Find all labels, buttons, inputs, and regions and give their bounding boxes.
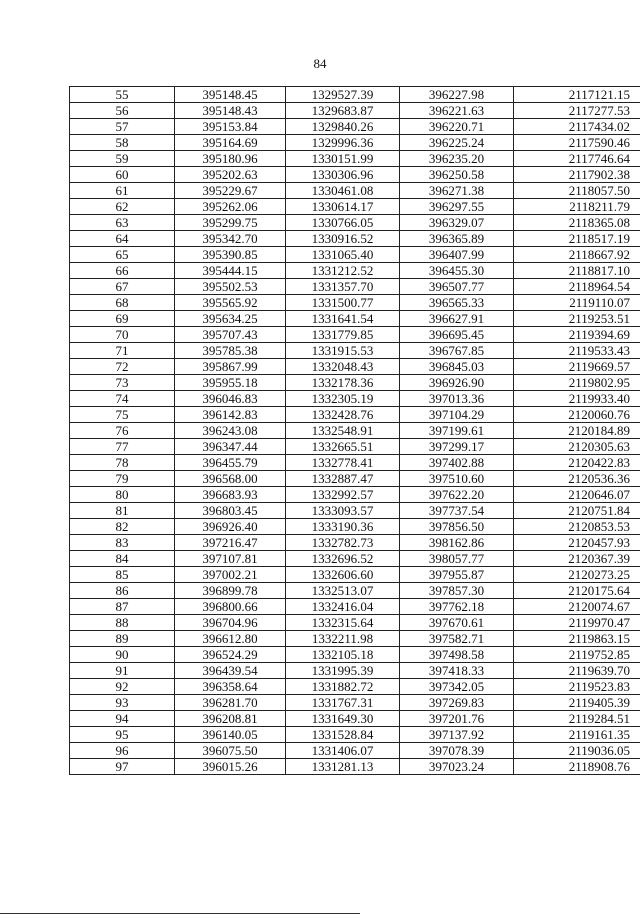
cell-y1-coordinate: 1332416.04 [286,599,400,615]
cell-y1-coordinate: 1330614.17 [286,199,400,215]
table-row [70,327,640,343]
cell-x1-coordinate: 396568.00 [175,471,286,487]
cell-y2-coordinate: 2119284.51 [514,711,640,727]
cell-y2-coordinate: 2120853.53 [514,519,640,535]
cell-x1-coordinate: 396612.80 [175,631,286,647]
cell-point-number: 68 [70,295,175,311]
cell-x2-coordinate: 397137.92 [400,727,514,743]
cell-y2-coordinate: 2120273.25 [514,567,640,583]
table-row [70,359,640,375]
cell-y2-coordinate: 2118211.79 [514,199,640,215]
cell-y1-coordinate: 1332178.36 [286,375,400,391]
cell-point-number: 71 [70,343,175,359]
cell-y2-coordinate: 2119036.05 [514,743,640,759]
cell-x2-coordinate: 397269.83 [400,695,514,711]
cell-y2-coordinate: 2119863.15 [514,631,640,647]
cell-x2-coordinate: 396695.45 [400,327,514,343]
cell-x2-coordinate: 397418.33 [400,663,514,679]
cell-y1-coordinate: 1331281.13 [286,759,400,775]
cell-y2-coordinate: 2119523.83 [514,679,640,695]
cell-y2-coordinate: 2119533.43 [514,343,640,359]
table-row [70,87,640,103]
table-row [70,535,640,551]
cell-y2-coordinate: 2118365.08 [514,215,640,231]
page-number: 84 [313,56,327,71]
cell-x2-coordinate: 397955.87 [400,567,514,583]
cell-y1-coordinate: 1331779.85 [286,327,400,343]
cell-x2-coordinate: 398057.77 [400,551,514,567]
cell-x2-coordinate: 396455.30 [400,263,514,279]
cell-x1-coordinate: 396899.78 [175,583,286,599]
cell-point-number: 66 [70,263,175,279]
table-row [70,551,640,567]
cell-x2-coordinate: 396329.07 [400,215,514,231]
cell-x2-coordinate: 398162.86 [400,535,514,551]
table-row [70,295,640,311]
table-row [70,727,640,743]
cell-point-number: 80 [70,487,175,503]
cell-point-number: 73 [70,375,175,391]
cell-y1-coordinate: 1332696.52 [286,551,400,567]
table-row [70,679,640,695]
cell-x2-coordinate: 396227.98 [400,87,514,103]
cell-x1-coordinate: 395565.92 [175,295,286,311]
cell-point-number: 77 [70,439,175,455]
cell-point-number: 96 [70,743,175,759]
cell-x1-coordinate: 395153.84 [175,119,286,135]
cell-point-number: 78 [70,455,175,471]
cell-y1-coordinate: 1331915.53 [286,343,400,359]
table-row [70,567,640,583]
cell-y2-coordinate: 2120457.93 [514,535,640,551]
cell-y2-coordinate: 2118908.76 [514,759,640,775]
cell-x2-coordinate: 396225.24 [400,135,514,151]
cell-x1-coordinate: 396046.83 [175,391,286,407]
cell-x2-coordinate: 396235.20 [400,151,514,167]
cell-y1-coordinate: 1331767.31 [286,695,400,711]
cell-y2-coordinate: 2117434.02 [514,119,640,135]
table-row [70,711,640,727]
cell-y1-coordinate: 1331882.72 [286,679,400,695]
cell-x1-coordinate: 396704.96 [175,615,286,631]
cell-x2-coordinate: 397498.58 [400,647,514,663]
table-row [70,375,640,391]
table-row [70,391,640,407]
cell-point-number: 72 [70,359,175,375]
cell-point-number: 75 [70,407,175,423]
cell-x2-coordinate: 396407.99 [400,247,514,263]
cell-x2-coordinate: 397857.30 [400,583,514,599]
cell-x1-coordinate: 395202.63 [175,167,286,183]
cell-x2-coordinate: 396297.55 [400,199,514,215]
cell-point-number: 69 [70,311,175,327]
cell-x1-coordinate: 396015.26 [175,759,286,775]
cell-point-number: 61 [70,183,175,199]
cell-y1-coordinate: 1333190.36 [286,519,400,535]
cell-y2-coordinate: 2119161.35 [514,727,640,743]
cell-y1-coordinate: 1331649.30 [286,711,400,727]
cell-x2-coordinate: 396271.38 [400,183,514,199]
table-row [70,247,640,263]
cell-x1-coordinate: 396142.83 [175,407,286,423]
cell-y2-coordinate: 2119933.40 [514,391,640,407]
cell-x2-coordinate: 397023.24 [400,759,514,775]
cell-x2-coordinate: 396627.91 [400,311,514,327]
cell-x1-coordinate: 395634.25 [175,311,286,327]
cell-point-number: 58 [70,135,175,151]
cell-x1-coordinate: 397002.21 [175,567,286,583]
cell-point-number: 92 [70,679,175,695]
cell-y1-coordinate: 1329527.39 [286,87,400,103]
cell-x1-coordinate: 395180.96 [175,151,286,167]
cell-y2-coordinate: 2120074.67 [514,599,640,615]
cell-x1-coordinate: 396075.50 [175,743,286,759]
cell-y2-coordinate: 2117277.53 [514,103,640,119]
cell-x2-coordinate: 397199.61 [400,423,514,439]
cell-point-number: 81 [70,503,175,519]
cell-point-number: 56 [70,103,175,119]
cell-y1-coordinate: 1332665.51 [286,439,400,455]
cell-y1-coordinate: 1333093.57 [286,503,400,519]
cell-y2-coordinate: 2120367.39 [514,551,640,567]
cell-point-number: 63 [70,215,175,231]
cell-y1-coordinate: 1330151.99 [286,151,400,167]
cell-y1-coordinate: 1332782.73 [286,535,400,551]
cell-y1-coordinate: 1332048.43 [286,359,400,375]
cell-x1-coordinate: 395148.45 [175,87,286,103]
cell-y2-coordinate: 2118964.54 [514,279,640,295]
cell-y2-coordinate: 2119394.69 [514,327,640,343]
cell-x2-coordinate: 397342.05 [400,679,514,695]
cell-x2-coordinate: 397510.60 [400,471,514,487]
cell-x2-coordinate: 397104.29 [400,407,514,423]
cell-x2-coordinate: 397762.18 [400,599,514,615]
cell-x2-coordinate: 396220.71 [400,119,514,135]
cell-x2-coordinate: 396767.85 [400,343,514,359]
cell-y1-coordinate: 1332105.18 [286,647,400,663]
cell-x1-coordinate: 395867.99 [175,359,286,375]
cell-y2-coordinate: 2119669.57 [514,359,640,375]
cell-y2-coordinate: 2118057.50 [514,183,640,199]
cell-y1-coordinate: 1329683.87 [286,103,400,119]
cell-point-number: 55 [70,87,175,103]
cell-y1-coordinate: 1331212.52 [286,263,400,279]
cell-x1-coordinate: 396358.64 [175,679,286,695]
cell-y1-coordinate: 1331995.39 [286,663,400,679]
cell-x1-coordinate: 397107.81 [175,551,286,567]
cell-y2-coordinate: 2118817.10 [514,263,640,279]
cell-x2-coordinate: 397402.88 [400,455,514,471]
cell-x1-coordinate: 396281.70 [175,695,286,711]
cell-point-number: 90 [70,647,175,663]
cell-point-number: 57 [70,119,175,135]
cell-point-number: 86 [70,583,175,599]
cell-point-number: 97 [70,759,175,775]
table-row [70,519,640,535]
table-row [70,119,640,135]
cell-point-number: 64 [70,231,175,247]
cell-y2-coordinate: 2120646.07 [514,487,640,503]
cell-point-number: 84 [70,551,175,567]
cell-x1-coordinate: 396455.79 [175,455,286,471]
cell-point-number: 94 [70,711,175,727]
cell-y2-coordinate: 2117746.64 [514,151,640,167]
cell-y2-coordinate: 2118667.92 [514,247,640,263]
cell-point-number: 79 [70,471,175,487]
table-row [70,583,640,599]
cell-y1-coordinate: 1332548.91 [286,423,400,439]
table-row [70,183,640,199]
cell-y2-coordinate: 2117121.15 [514,87,640,103]
cell-y1-coordinate: 1332315.64 [286,615,400,631]
cell-y2-coordinate: 2120175.64 [514,583,640,599]
cell-x1-coordinate: 396683.93 [175,487,286,503]
table-row [70,695,640,711]
cell-x1-coordinate: 396140.05 [175,727,286,743]
cell-x1-coordinate: 395502.53 [175,279,286,295]
cell-x2-coordinate: 397670.61 [400,615,514,631]
cell-y2-coordinate: 2119970.47 [514,615,640,631]
coordinates-table [69,86,640,775]
table-row [70,503,640,519]
cell-x1-coordinate: 395955.18 [175,375,286,391]
table-row [70,647,640,663]
cell-y2-coordinate: 2117902.38 [514,167,640,183]
cell-point-number: 89 [70,631,175,647]
table-row [70,407,640,423]
cell-y2-coordinate: 2120536.36 [514,471,640,487]
cell-y2-coordinate: 2120422.83 [514,455,640,471]
cell-x1-coordinate: 395444.15 [175,263,286,279]
cell-point-number: 88 [70,615,175,631]
cell-y1-coordinate: 1330461.08 [286,183,400,199]
cell-x2-coordinate: 396845.03 [400,359,514,375]
cell-x1-coordinate: 396803.45 [175,503,286,519]
cell-y2-coordinate: 2118517.19 [514,231,640,247]
cell-x1-coordinate: 395785.38 [175,343,286,359]
cell-point-number: 85 [70,567,175,583]
table-row [70,423,640,439]
cell-x2-coordinate: 396926.90 [400,375,514,391]
cell-y2-coordinate: 2120751.84 [514,503,640,519]
cell-y2-coordinate: 2119639.70 [514,663,640,679]
table-row [70,487,640,503]
cell-y1-coordinate: 1329996.36 [286,135,400,151]
cell-y1-coordinate: 1331065.40 [286,247,400,263]
cell-x2-coordinate: 397078.39 [400,743,514,759]
cell-x2-coordinate: 397582.71 [400,631,514,647]
cell-x2-coordinate: 396565.33 [400,295,514,311]
table-row [70,759,640,775]
cell-x2-coordinate: 396507.77 [400,279,514,295]
cell-y2-coordinate: 2119253.51 [514,311,640,327]
cell-x1-coordinate: 395262.06 [175,199,286,215]
table-row [70,455,640,471]
cell-point-number: 60 [70,167,175,183]
cell-x1-coordinate: 396243.08 [175,423,286,439]
cell-point-number: 87 [70,599,175,615]
cell-point-number: 76 [70,423,175,439]
cell-y1-coordinate: 1332606.60 [286,567,400,583]
cell-point-number: 65 [70,247,175,263]
cell-point-number: 95 [70,727,175,743]
cell-x1-coordinate: 396208.81 [175,711,286,727]
cell-y1-coordinate: 1332887.47 [286,471,400,487]
cell-x1-coordinate: 396800.66 [175,599,286,615]
cell-y1-coordinate: 1331500.77 [286,295,400,311]
cell-x1-coordinate: 396926.40 [175,519,286,535]
cell-y1-coordinate: 1331406.07 [286,743,400,759]
cell-x2-coordinate: 397622.20 [400,487,514,503]
table-row [70,103,640,119]
table-row [70,599,640,615]
cell-point-number: 82 [70,519,175,535]
cell-y1-coordinate: 1332992.57 [286,487,400,503]
cell-x2-coordinate: 397013.36 [400,391,514,407]
table-row [70,135,640,151]
cell-x1-coordinate: 395390.85 [175,247,286,263]
cell-x2-coordinate: 397299.17 [400,439,514,455]
cell-x2-coordinate: 396250.58 [400,167,514,183]
table-row [70,663,640,679]
cell-x1-coordinate: 395148.43 [175,103,286,119]
table-row [70,311,640,327]
cell-point-number: 70 [70,327,175,343]
cell-y1-coordinate: 1331641.54 [286,311,400,327]
cell-point-number: 62 [70,199,175,215]
cell-x2-coordinate: 396365.89 [400,231,514,247]
cell-point-number: 91 [70,663,175,679]
table-row [70,279,640,295]
cell-y1-coordinate: 1331528.84 [286,727,400,743]
cell-y1-coordinate: 1330766.05 [286,215,400,231]
cell-y2-coordinate: 2119802.95 [514,375,640,391]
cell-x1-coordinate: 395707.43 [175,327,286,343]
cell-x2-coordinate: 397737.54 [400,503,514,519]
cell-y1-coordinate: 1331357.70 [286,279,400,295]
table-row [70,263,640,279]
cell-x1-coordinate: 395299.75 [175,215,286,231]
cell-x2-coordinate: 397856.50 [400,519,514,535]
cell-y2-coordinate: 2119405.39 [514,695,640,711]
cell-point-number: 74 [70,391,175,407]
table-row [70,151,640,167]
cell-y1-coordinate: 1332305.19 [286,391,400,407]
table-row [70,471,640,487]
table-row [70,631,640,647]
cell-y2-coordinate: 2120305.63 [514,439,640,455]
cell-point-number: 93 [70,695,175,711]
cell-x2-coordinate: 396221.63 [400,103,514,119]
cell-x1-coordinate: 396347.44 [175,439,286,455]
cell-y2-coordinate: 2120060.76 [514,407,640,423]
cell-x1-coordinate: 396439.54 [175,663,286,679]
cell-y1-coordinate: 1330306.96 [286,167,400,183]
table-row [70,231,640,247]
cell-x1-coordinate: 397216.47 [175,535,286,551]
cell-y1-coordinate: 1329840.26 [286,119,400,135]
table-row [70,215,640,231]
cell-x1-coordinate: 395229.67 [175,183,286,199]
cell-y2-coordinate: 2119752.85 [514,647,640,663]
cell-y1-coordinate: 1332778.41 [286,455,400,471]
cell-point-number: 83 [70,535,175,551]
table-row [70,615,640,631]
cell-x2-coordinate: 397201.76 [400,711,514,727]
table-row [70,343,640,359]
table-row [70,743,640,759]
cell-x1-coordinate: 395342.70 [175,231,286,247]
cell-y2-coordinate: 2120184.89 [514,423,640,439]
cell-y1-coordinate: 1330916.52 [286,231,400,247]
cell-point-number: 59 [70,151,175,167]
cell-y1-coordinate: 1332513.07 [286,583,400,599]
coordinates-table-body [70,87,640,775]
cell-point-number: 67 [70,279,175,295]
cell-x1-coordinate: 395164.69 [175,135,286,151]
table-row [70,199,640,215]
table-row [70,167,640,183]
cell-x1-coordinate: 396524.29 [175,647,286,663]
cell-y1-coordinate: 1332428.76 [286,407,400,423]
cell-y2-coordinate: 2119110.07 [514,295,640,311]
cell-y2-coordinate: 2117590.46 [514,135,640,151]
table-row [70,439,640,455]
cell-y1-coordinate: 1332211.98 [286,631,400,647]
footer-rule [0,913,360,914]
